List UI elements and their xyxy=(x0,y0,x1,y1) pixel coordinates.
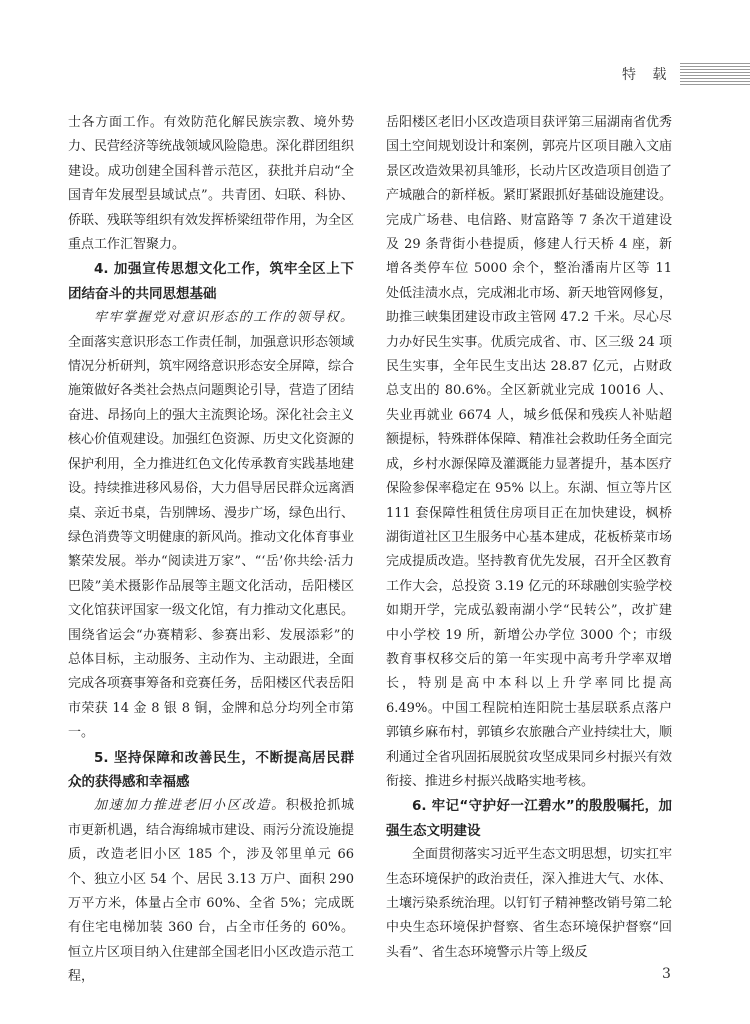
paragraph-continued: 岳阳楼区老旧小区改造项目获评第三届湖南省优秀国土空间规划设计和案例，郭亮片区项目融入文庙景区改造效果初具雏形，长动片区改造项目创造了产城融合的新样板。紧盯紧跟抓好基础设施建设。完成广场巷、电信路、财富路等 7 条次干道建设及 29 条背街小巷提质，修建人行天桥 4 座，新增各类停车位 5000 余个，整治潘南片区等 11 处低洼渍水点，完成湘北市场、新天地管网修复，助推三峡集团建设市政主管网 47.2 千米。尽心尽力办好民生实事。优质完成省、市、区三级 24 项民生实事，全年民生支出达 28.87 亿元，占财政总支出的 80.6%。全区新就业完成 10016 人、失业再就业 6674 人，城乡低保和残疾人补贴超额提标，特殊群体保障、精准社会救助任务全面完成，乡村水源保障及灌溉能力显著提升，基本医疗保险参保率稳定在 95% 以上。东湖、恒立等片区 111 套保障性租赁住房项目正在加快建设，枫桥湖街道社区卫生服务中心基本建成，花板桥菜市场完成提质改造。坚持教育优先发展，召开全区教育工作大会，总投资 3.19 亿元的环球融创实验学校如期开学，完成弘毅南湖小学“民转公”，改扩建中小学校 19 所，新增公办学位 3000 个；市级教育事权移交后的第一年实现中高考升学率双增长，特别是高中本科以上升学率同比提高 6.49%。中国工程院柏连阳院士基层联系点落户郭镇乡麻布村，郭镇乡农旅融合产业持续壮大，顺利通过全省巩固拓展脱贫攻坚成果同乡村振兴有效衔接、推进乡村振兴战略实地考核。 xyxy=(386,115,673,789)
lead-phrase-5: 加速加力推进老旧小区改造。 xyxy=(94,798,286,814)
paragraph-body-4: 全面落实意识形态工作责任制，加强意识形态领域情况分析研判，筑牢网络意识形态安全屏障，综合施策做好各类社会热点问题舆论引导，营造了团结奋进、昂扬向上的强大主流舆论场。深化社会主义核心价值观建设。加强红色资源、历史文化资源的保护利用，全力推进红色文化传承教育实践基地建设。持续推进移风易俗，大力倡导居民群众远离酒桌、亲近书桌，告别牌场、漫步广场，绿色出行、绿色消费等文明健康的新风尚。推动文化体育事业繁荣发展。举办“阅读进万家”、“‘岳’你共绘·活力巴陵”美术摄影作品展等主题文化活动，岳阳楼区文化馆获评国家一级文化馆，有力推动文化惠民。围绕省运会“办赛精彩、参赛出彩、发展添彩”的总体目标，主动服务、主动作为、主动跟进，全面完成各项赛事筹备和竞赛任务，岳阳楼区代表岳阳市荣获 14 金 8 银 8 铜，金牌和总分均列全市第一。 xyxy=(68,334,355,741)
paragraph-intro: 士各方面工作。有效防范化解民族宗教、境外势力、民营经济等统战领域风险隐患。深化群团组织建设。成功创建全国科普示范区，获批并启动“全国青年发展型县域试点”。共青团、妇联、科协、侨联、残联等组织有效发挥桥梁纽带作用，为全区重点工作汇智聚力。 xyxy=(68,115,355,253)
heading-section-4: 4. 加强宣传思想文化工作，筑牢全区上下团结奋斗的共同思想基础 xyxy=(68,261,354,302)
lead-phrase-4: 牢牢掌握党对意识形态的工作的领导权。 xyxy=(94,310,354,326)
right-column xyxy=(386,111,672,965)
page-number: 3 xyxy=(662,966,671,982)
heading-section-6: 6. 牢记“守护好一江碧水”的殷殷嘱托，加强生态文明建设 xyxy=(386,798,672,839)
paragraph-section-5 xyxy=(68,794,354,989)
left-column xyxy=(68,111,354,990)
paragraph-section-4 xyxy=(68,306,354,745)
paragraph-section-6: 全面贯彻落实习近平生态文明思想，切实扛牢生态环境保护的政治责任，深入推进大气、水体、土壤污染系统治理。以钉钉子精神整改销号第二轮中央生态环境保护督察、省生态环境保护督察“回头看”、省生态环境警示片等上级反 xyxy=(386,847,673,960)
header-decorative-lines xyxy=(680,63,750,85)
paragraph-body-5: 积极抢抓城市更新机遇，结合海绵城市建设、雨污分流设施提质，改造老旧小区 185 个，涉及邻里单元 66 个、独立小区 54 个、居民 3.13 万户、面积 290 万平方米，体量占全市 60%、全省 5%；完成既有住宅电梯加装 360 台，占全市任务的 60%。恒立片区项目纳入住建部全国老旧小区改造示范工程， xyxy=(68,798,355,985)
section-label: 特 载 xyxy=(622,67,673,83)
heading-section-5: 5. 坚持保障和改善民生，不断提高居民群众的获得感和幸福感 xyxy=(68,749,354,790)
